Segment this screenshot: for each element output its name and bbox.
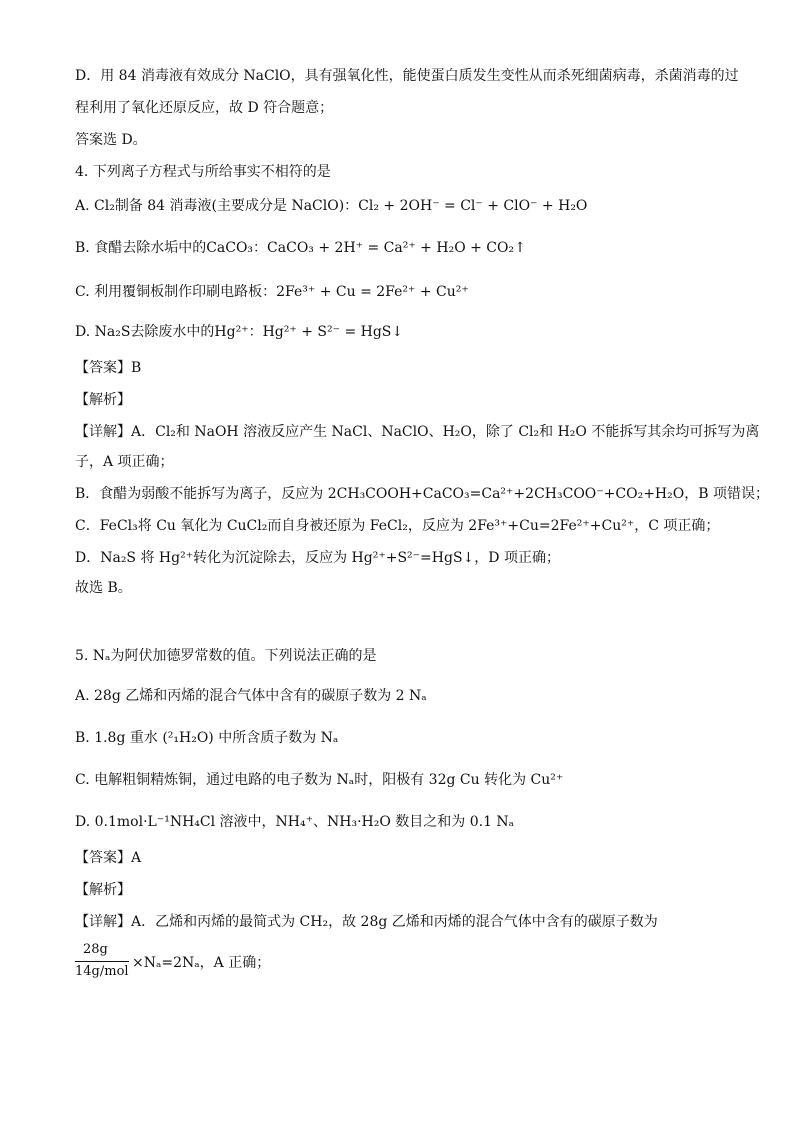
analysis-label: 【解析】: [75, 392, 131, 408]
option-c: C. 利用覆铜板制作印刷电路板：2Fe³⁺ + Cu = 2Fe²⁺ + Cu²⁺: [75, 284, 469, 300]
explanation-line: 子，A 项正确；: [75, 454, 174, 470]
text-line: D．用 84 消毒液有效成分 NaClO，具有强氧化性，能使蛋白质发生变性从而杀死细菌病毒，杀菌消毒的过: [75, 68, 739, 84]
answer-label: 【答案】A: [75, 850, 142, 866]
explanation-line: 【详解】A．Cl₂和 NaOH 溶液反应产生 NaCl、NaClO、H₂O，除了 Cl₂和 H₂O 不能拆写其余均可拆写为离: [75, 424, 760, 440]
question-4-stem: 4. 下列离子方程式与所给事实不相符的是: [75, 164, 331, 180]
explanation-line: 【详解】A．乙烯和丙烯的最简式为 CH₂，故 28g 乙烯和丙烯的混合气体中含有的碳原子数为: [75, 914, 658, 930]
option-a: A. Cl₂制备 84 消毒液(主要成分是 NaClO)：Cl₂ + 2OH⁻ = Cl⁻ + ClO⁻ + H₂O: [75, 198, 588, 214]
fraction-result: ×Nₐ=2Nₐ，A 正确；: [132, 955, 271, 971]
option-c: C. 电解粗铜精炼铜，通过电路的电子数为 Nₐ时，阳极有 32g Cu 转化为 Cu²⁺: [75, 772, 564, 788]
option-b: B. 食醋去除水垢中的CaCO₃：CaCO₃ + 2H⁺ = Ca²⁺ + H₂O + CO₂↑: [75, 240, 526, 256]
option-d: D. 0.1mol·L⁻¹NH₄Cl 溶液中，NH₄⁺、NH₃·H₂O 数目之和为 0.1 Nₐ: [75, 814, 515, 830]
question-5-stem: 5. Nₐ为阿伏加德罗常数的值。下列说法正确的是: [75, 648, 377, 664]
text-line: 答案选 D。: [75, 132, 147, 148]
explanation-line: C．FeCl₃将 Cu 氧化为 CuCl₂而自身被还原为 FeCl₂，反应为 2Fe³⁺+Cu=2Fe²⁺+Cu²⁺，C 项正确；: [75, 518, 720, 534]
explanation-line: 故选 B。: [75, 580, 132, 596]
explanation-line: B．食醋为弱酸不能拆写为离子，反应为 2CH₃COOH+CaCO₃=Ca²⁺+2CH₃COO⁻+CO₂+H₂O，B 项错误；: [75, 486, 769, 502]
option-d: D. Na₂S去除废水中的Hg²⁺：Hg²⁺ + S²⁻ = HgS↓: [75, 324, 404, 340]
text-line: 程利用了氧化还原反应，故 D 符合题意；: [75, 100, 334, 116]
analysis-label: 【解析】: [75, 882, 131, 898]
fraction-denominator: 14g/mol: [75, 964, 129, 979]
option-a: A. 28g 乙烯和丙烯的混合气体中含有的碳原子数为 2 Nₐ: [75, 688, 427, 704]
fraction-numerator: 28g: [83, 942, 108, 957]
fraction-bar: [75, 961, 129, 962]
option-b: B. 1.8g 重水 (²₁H₂O) 中所含质子数为 Nₐ: [75, 730, 339, 746]
answer-label: 【答案】B: [75, 360, 142, 376]
explanation-line: D．Na₂S 将 Hg²⁺转化为沉淀除去，反应为 Hg²⁺+S²⁻=HgS↓，D 项正确；: [75, 550, 560, 566]
